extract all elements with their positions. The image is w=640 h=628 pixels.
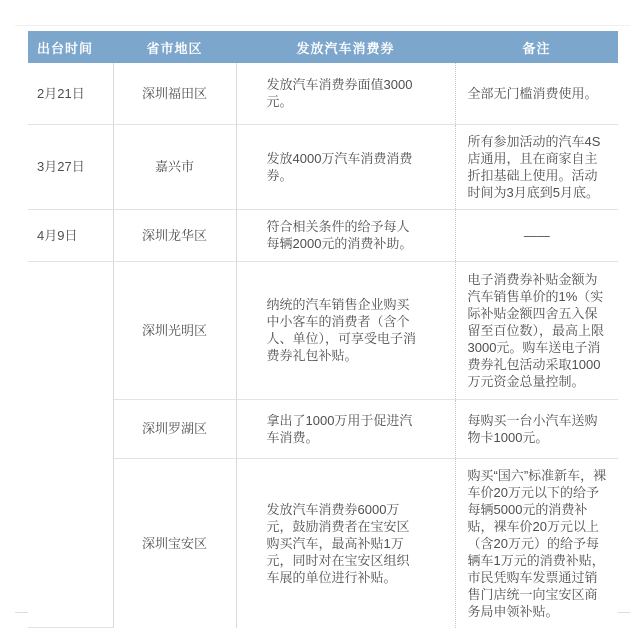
region-cell: 深圳福田区	[113, 63, 236, 124]
region-cell: 深圳罗湖区	[113, 399, 236, 458]
table-row	[28, 124, 618, 209]
date-cell: 4月9日	[28, 209, 113, 261]
table-row	[28, 261, 618, 399]
date-cell: 2月21日	[28, 63, 113, 124]
merged-empty-date-cell	[28, 261, 113, 628]
header-cell-voucher: 发放汽车消费券	[236, 31, 455, 63]
voucher-cell: 发放汽车消费券面值3000元。	[236, 63, 455, 124]
region-cell: 嘉兴市	[113, 124, 236, 209]
remark-cell: 电子消费券补贴金额为汽车销售单价的1%（实际补贴金额四舍五入保留至百位数），最高上限3000元。购车送电子消费券礼包活动采取1000万元资金总量控制。	[455, 261, 618, 399]
car-voucher-policy-table	[28, 31, 618, 628]
table-row	[28, 63, 618, 124]
table-row	[28, 458, 618, 628]
header-cell-region: 省市地区	[113, 31, 236, 63]
remark-cell: 购买“国六”标准新车，裸车价20万元以下的给予每辆5000元的消费补贴，裸车价20万元以上（含20万元）的给予每辆车1万元的消费补贴，市民凭购车发票通过销售门店统一向宝安区商务局申领补贴。	[455, 458, 618, 628]
header-cell-remark: 备注	[455, 31, 618, 63]
voucher-cell: 发放4000万汽车消费消费券。	[236, 124, 455, 209]
header-row	[28, 31, 618, 63]
region-cell: 深圳宝安区	[113, 458, 236, 628]
table-row	[28, 209, 618, 261]
remark-cell-dash: ——	[455, 209, 618, 261]
remark-cell: 全部无门槛消费使用。	[455, 63, 618, 124]
date-cell: 3月27日	[28, 124, 113, 209]
remark-cell: 每购买一台小汽车送购物卡1000元。	[455, 399, 618, 458]
region-cell: 深圳光明区	[113, 261, 236, 399]
table-body	[28, 63, 618, 628]
table-card	[15, 25, 630, 619]
table-header	[28, 31, 618, 63]
header-cell-date: 出台时间	[28, 31, 113, 63]
voucher-cell: 发放汽车消费券6000万元，鼓励消费者在宝安区购买汽车，最高补贴1万元，同时对在宝安区组织车展的单位进行补贴。	[236, 458, 455, 628]
remark-cell: 所有参加活动的汽车4S店通用，且在商家自主折扣基础上使用。活动时间为3月底到5月底。	[455, 124, 618, 209]
table-row	[28, 399, 618, 458]
voucher-cell: 纳统的汽车销售企业购买中小客车的消费者（含个人、单位），可享受电子消费券礼包补贴。	[236, 261, 455, 399]
voucher-cell: 符合相关条件的给予每人每辆2000元的消费补助。	[236, 209, 455, 261]
region-cell: 深圳龙华区	[113, 209, 236, 261]
voucher-cell: 拿出了1000万用于促进汽车消费。	[236, 399, 455, 458]
